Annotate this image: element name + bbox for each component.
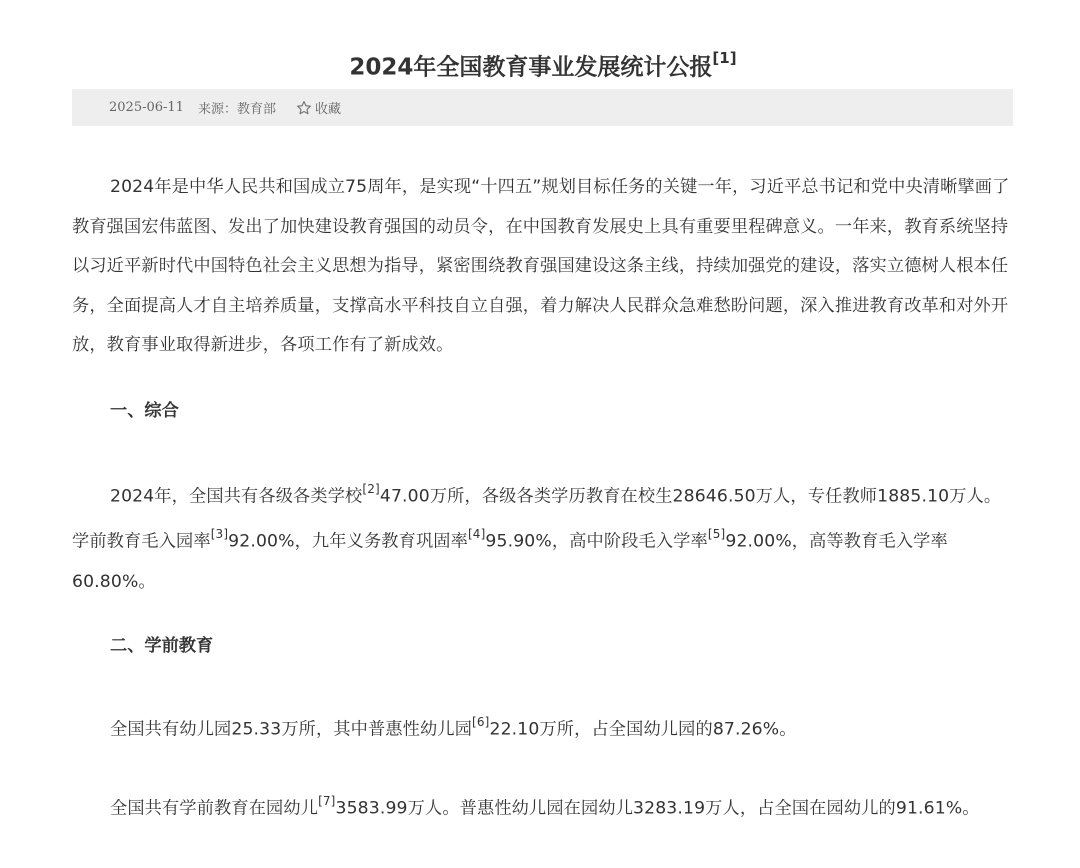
source-name: 教育部: [236, 102, 276, 117]
star-outline-icon: [296, 100, 312, 116]
text-segment: 全国共有幼儿园25.33万所，其中普惠性幼儿园: [110, 719, 473, 740]
text-segment: 2024年，全国共有各级各类学校: [110, 486, 363, 507]
publish-date: 2025-06-11: [109, 100, 184, 115]
footnote-ref-7[interactable]: [7]: [318, 794, 336, 808]
text-segment: 全国共有学前教育在园幼儿: [110, 798, 319, 819]
text-segment: 47.00万所，各级各类学历教育在校生28646.50万人，专任教师1885.10万人。学前教育毛入园率: [72, 486, 1002, 553]
favorite-label: 收藏: [314, 102, 341, 117]
article-title: [0, 43, 1080, 86]
preschool-paragraph-2: [72, 784, 1016, 829]
footnote-ref-4[interactable]: [4]: [467, 527, 486, 542]
text-segment: 92.00%，九年义务教育巩固率: [228, 532, 468, 553]
favorite-button[interactable]: [296, 98, 341, 117]
text-segment: 3583.99万人。普惠性幼儿园在园幼儿3283.19万人，占全国在园幼儿的91.61%。: [335, 798, 980, 819]
preschool-paragraph-1: [72, 705, 1016, 750]
text-segment: 92.00%，高等教育毛入学率60.80%。: [72, 532, 948, 592]
section-heading-preschool: 二、学前教育: [110, 636, 214, 656]
footnote-ref-2[interactable]: [2]: [362, 482, 380, 496]
source-label: 来源：: [197, 102, 237, 117]
footnote-ref-3[interactable]: [3]: [210, 527, 229, 542]
text-segment: 95.90%，高中阶段毛入学率: [485, 532, 708, 553]
text-segment: 22.10万所，占全国幼儿园的87.26%。: [489, 719, 797, 740]
article-title-text: 2024年全国教育事业发展统计公报: [349, 55, 713, 82]
footnote-ref-1[interactable]: [1]: [712, 49, 737, 68]
article-meta-bar: [72, 89, 1013, 126]
intro-paragraph: 2024年是中华人民共和国成立75周年，是实现“十四五”规划目标任务的关键一年，习近平总书记和党中央清晰擘画了教育强国宏伟蓝图、发出了加快建设教育强国的动员令，在中国教育发展史上具有重要里程碑意义。一年来，教育系统坚持以习近平新时代中国特色社会主义思想为指导，紧密围绕教育强国建设这条主线，持续加强党的建设，落实立德树人根本任务，全面提高人才自主培养质量，支撑高水平科技自立自强，着力解决人民群众急难愁盼问题，深入推进教育改革和对外开放，教育事业取得新进步，各项工作有了新成效。: [72, 177, 1010, 356]
footnote-ref-5[interactable]: [5]: [707, 527, 726, 542]
general-paragraph: [72, 472, 1016, 602]
section-heading-general: 一、综合: [110, 401, 179, 421]
footnote-ref-6[interactable]: [6]: [472, 715, 490, 729]
